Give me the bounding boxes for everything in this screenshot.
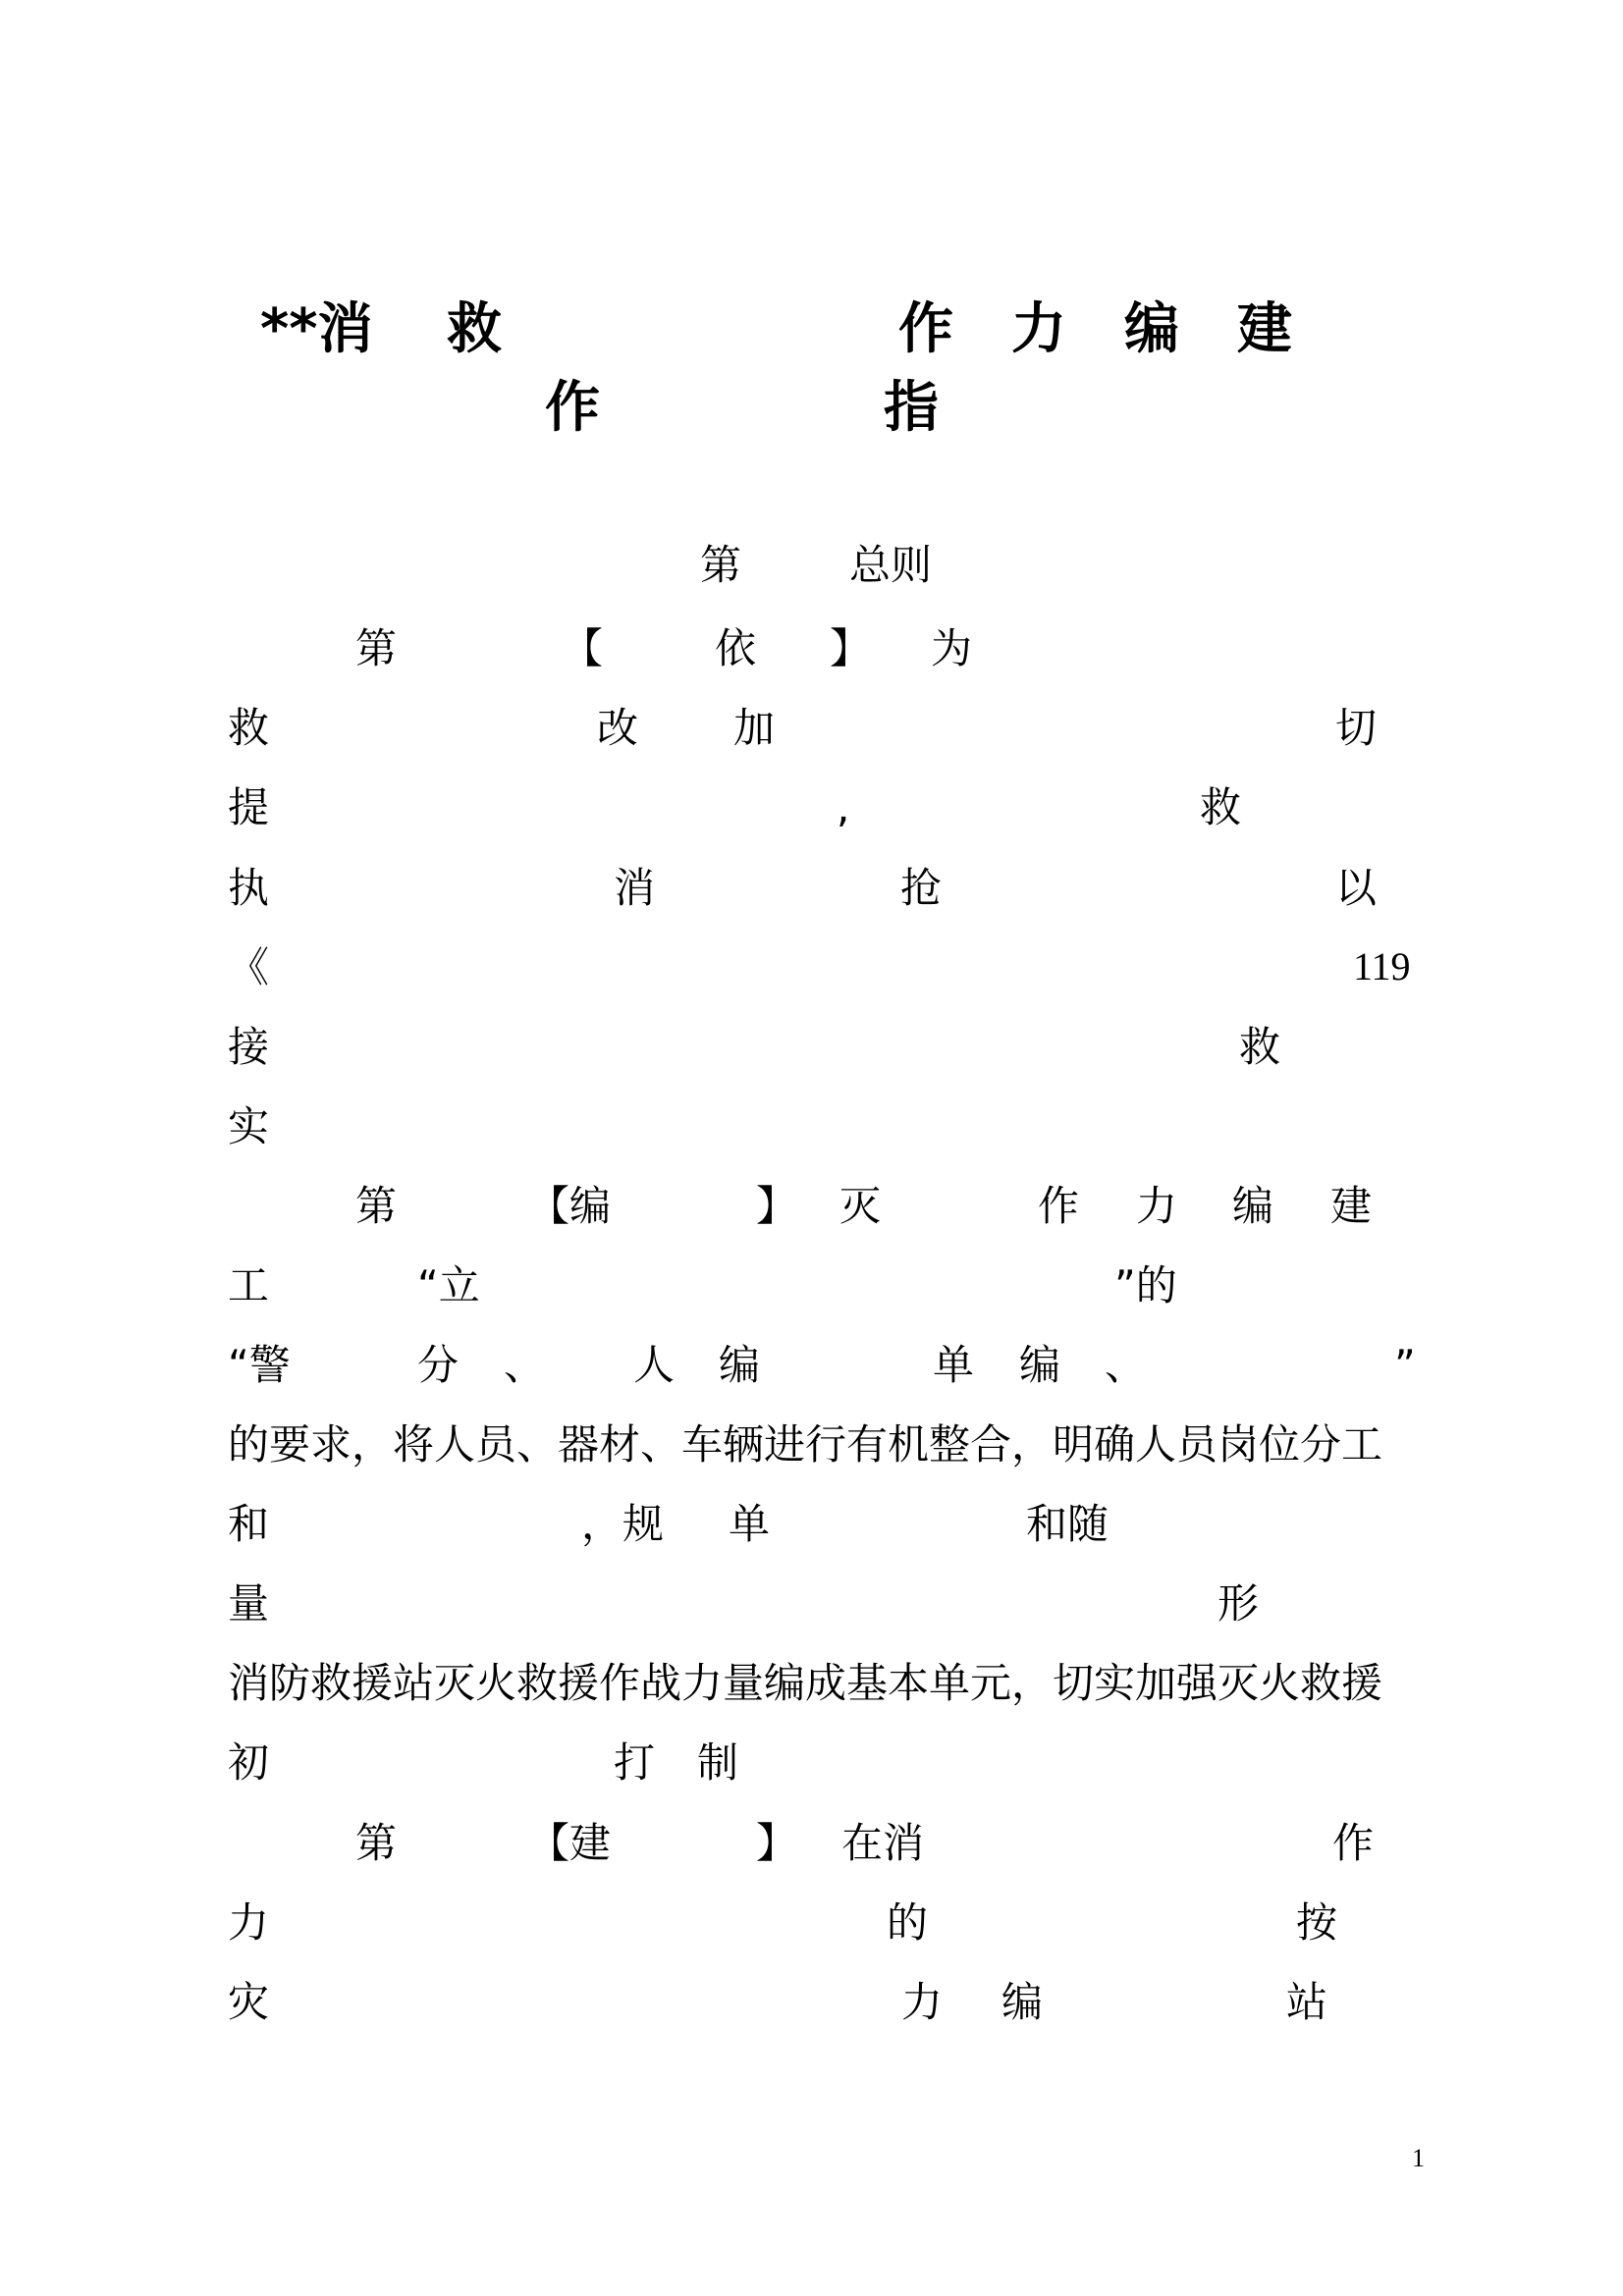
article2-token: 【编 <box>528 1182 612 1230</box>
article2-token: 、 <box>504 1341 546 1389</box>
title-token: 建 <box>1237 297 1292 361</box>
article3-token: 第 <box>355 1819 398 1867</box>
article3-token: 】 <box>756 1819 798 1867</box>
article2-token: 力 <box>1136 1182 1178 1230</box>
article3-token: 在消 <box>841 1819 925 1867</box>
article1-token: 依 <box>715 624 757 672</box>
article1-token: 消 <box>614 864 656 912</box>
article2-token: 单 <box>933 1341 975 1389</box>
article2-token: 编 <box>719 1341 761 1389</box>
article2-token: 编 <box>1019 1341 1061 1389</box>
article1-token: 切 <box>1335 704 1378 752</box>
article1-token: 119 <box>1353 944 1411 988</box>
article2-token: 的要求，将人员、器材、车辆进行有机整合，明确人员岗位分工 <box>228 1420 1383 1468</box>
article2-token: 打 <box>614 1738 656 1787</box>
article3-token: 灾 <box>228 1978 270 2026</box>
article1-token: 【 <box>562 624 604 672</box>
article2-token: “立 <box>417 1261 480 1309</box>
article2-token: 人 <box>633 1341 676 1389</box>
article3-token: 力 <box>228 1898 270 1947</box>
article2-token: 形 <box>1217 1579 1260 1628</box>
article3-token: 的 <box>887 1898 929 1947</box>
article2-token: 分 <box>417 1341 460 1389</box>
title-token: 力 <box>1011 297 1066 361</box>
title-token: 作 <box>545 376 600 440</box>
article2-token: 单 <box>729 1500 771 1548</box>
title-token: 作 <box>898 297 953 361</box>
article2-token: ” <box>1394 1341 1416 1389</box>
article2-token: 消防救援站灭火救援作战力量编成基本单元，切实加强灭火救援 <box>228 1659 1383 1707</box>
article1-token: 以 <box>1335 864 1378 912</box>
article1-token: 为 <box>931 624 973 672</box>
title-token: **消 <box>260 297 373 361</box>
article3-token: 站 <box>1286 1978 1328 2026</box>
article3-token: 编 <box>1001 1978 1044 2026</box>
title-token: 指 <box>884 376 939 440</box>
article2-token: 灭 <box>839 1182 882 1230</box>
article1-token: 执 <box>228 864 270 912</box>
article1-token: 实 <box>228 1102 270 1150</box>
page-number: 1 <box>1412 2144 1425 2172</box>
article1-token: 救 <box>228 704 270 752</box>
article3-token: 力 <box>901 1978 944 2026</box>
article1-token: 改 <box>597 704 639 752</box>
article1-token: 第 <box>355 624 398 672</box>
article2-token: 和 <box>228 1500 270 1548</box>
article1-token: , <box>837 783 850 831</box>
article1-token: 】 <box>830 624 872 672</box>
article2-token: 初 <box>228 1738 270 1787</box>
article2-token: 和随 <box>1026 1500 1109 1548</box>
article1-token: 加 <box>733 704 776 752</box>
article1-token: 救 <box>1239 1023 1281 1071</box>
article2-token: 编 <box>1232 1182 1274 1230</box>
article2-token: 制 <box>697 1738 739 1787</box>
title-token: 救 <box>447 297 502 361</box>
article2-token: 建 <box>1330 1182 1373 1230</box>
article2-token: 】 <box>756 1182 798 1230</box>
article2-token: 量 <box>228 1579 270 1628</box>
article1-token: 接 <box>228 1023 270 1071</box>
article2-token: ”的 <box>1114 1261 1177 1309</box>
article3-token: 【建 <box>528 1819 612 1867</box>
article2-token: 、 <box>1105 1341 1147 1389</box>
article3-token: 按 <box>1296 1898 1338 1947</box>
article3-token: 作 <box>1332 1819 1375 1867</box>
article1-token: 《 <box>228 943 270 991</box>
chapter-heading-token: 总则 <box>849 541 933 589</box>
article1-token: 抢 <box>900 864 943 912</box>
article2-token: 作 <box>1038 1182 1080 1230</box>
title-token: 编 <box>1124 297 1179 361</box>
chapter-heading-token: 第 <box>700 541 742 589</box>
article2-token: 工 <box>228 1261 270 1309</box>
article2-token: “警 <box>228 1341 291 1389</box>
article2-token: ，规 <box>581 1500 665 1548</box>
article1-token: 救 <box>1200 783 1242 831</box>
article1-token: 提 <box>228 783 270 831</box>
article2-token: 第 <box>355 1182 398 1230</box>
